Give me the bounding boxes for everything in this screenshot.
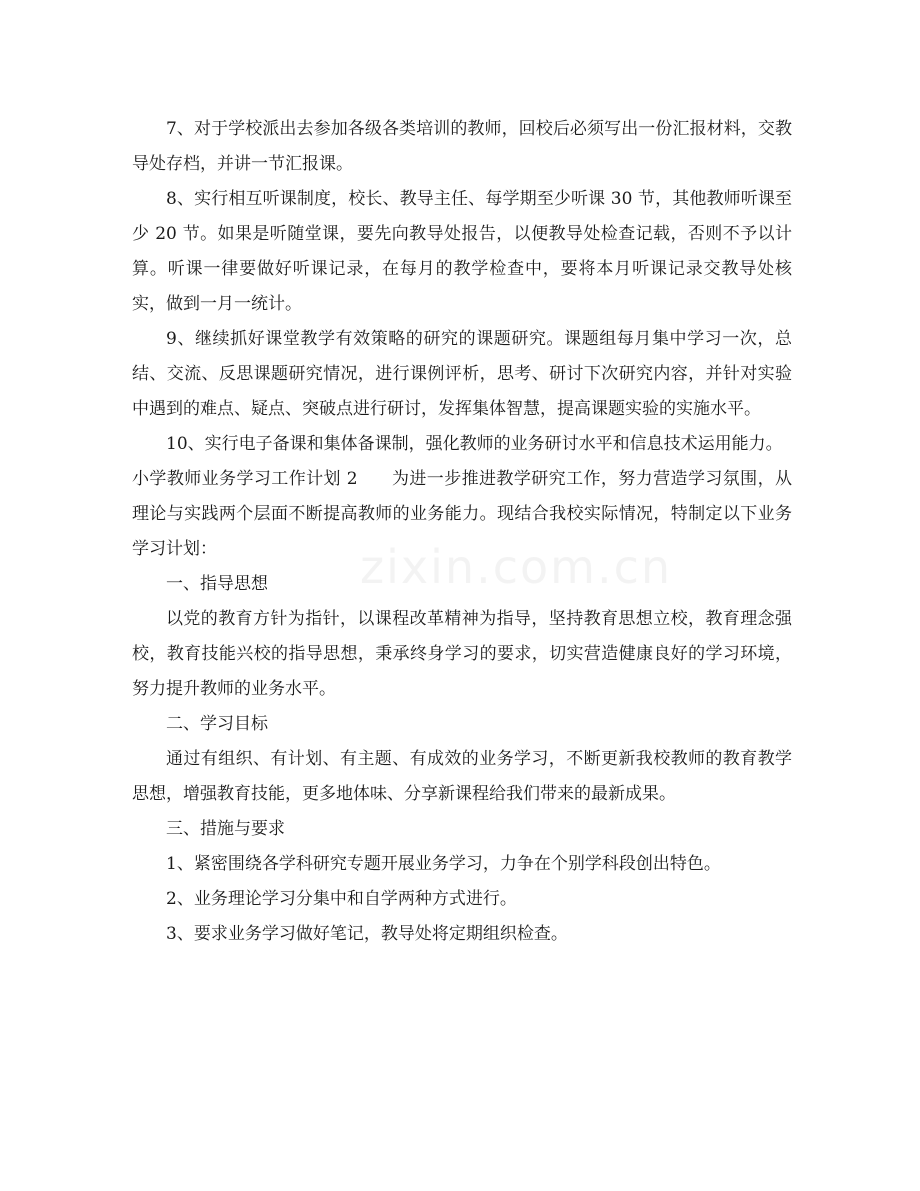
plan-title-line xyxy=(132,462,792,567)
section3-item-3: 3、要求业务学习做好笔记，教导处将定期组织检查。 xyxy=(166,924,568,944)
paragraph-item-8: 8、实行相互听课制度，校长、教导主任、每学期至少听课 30 节，其他教师听课至少 20 节。如果是听随堂课，要先向教导处报告，以便教导处检查记载，否则不予以计算。听课一律要做好听课记录，在每月的教学检查中，要将本月听课记录交教导处核实，做到一月一统计。 xyxy=(132,189,792,314)
section1-heading: 一、指导思想 xyxy=(166,574,268,594)
section1-text: 以党的教育方针为指针，以课程改革精神为指导，坚持教育思想立校，教育理念强校，教育技能兴校的指导思想，秉承终身学习的要求，切实营造健康良好的学习环境，努力提升教师的业务水平。 xyxy=(132,609,792,699)
section3-item-2: 2、业务理论学习分集中和自学两种方式进行。 xyxy=(166,889,517,909)
paragraph-item-9: 9、继续抓好课堂教学有效策略的研究的课题研究。课题组每月集中学习一次，总结、交流、反思课题研究情况，进行课例评析，思考、研讨下次研究内容，并针对实验中遇到的难点、疑点、突破点进行研讨，发挥集体智慧，提高课题实验的实施水平。 xyxy=(132,329,792,419)
section3-heading: 三、措施与要求 xyxy=(166,819,285,839)
section3-item-1: 1、紧密围绕各学科研究专题开展业务学习，力争在个别学科段创出特色。 xyxy=(166,854,721,874)
plan-intro: 为进一步推进教学研究工作，努力营造学习氛围，从理论与实践两个层面不断提高教师的业务能力。现结合我校实际情况，特制定以下业务学习计划： xyxy=(132,469,792,559)
watermark-text: zixin.com.cn xyxy=(360,540,673,594)
document-body xyxy=(132,112,792,952)
plan-title: 小学教师业务学习工作计划 2 xyxy=(132,469,358,489)
paragraph-item-10: 10、实行电子备课和集体备课制，强化教师的业务研讨水平和信息技术运用能力。 xyxy=(166,434,783,454)
section2-text: 通过有组织、有计划、有主题、有成效的业务学习，不断更新我校教师的教育教学思想，增强教育技能，更多地体味、分享新课程给我们带来的最新成果。 xyxy=(132,749,792,804)
section2-heading: 二、学习目标 xyxy=(166,714,268,734)
paragraph-item-7: 7、对于学校派出去参加各级各类培训的教师，回校后必须写出一份汇报材料，交教导处存档，并讲一节汇报课。 xyxy=(132,119,792,174)
